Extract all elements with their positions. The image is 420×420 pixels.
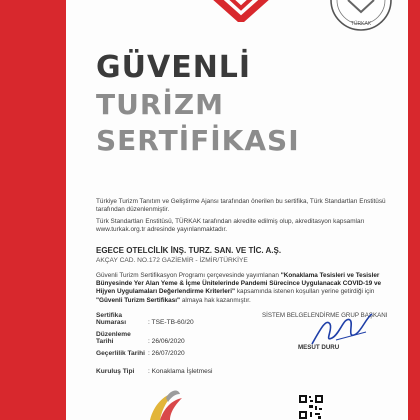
issue-date-row bbox=[96, 331, 185, 345]
seal-text: TÜRKAK bbox=[350, 21, 372, 27]
scope-mid: kapsamında istenen koşulları yerine getirdiği için bbox=[235, 288, 375, 296]
certificate-sheet bbox=[66, 0, 408, 420]
accreditation-paragraph: Türk Standartları Enstitüsü, TÜRKAK tarafından akredite edilmiş olup, akreditasyon kapsamları www.turkak.org.tr adresinde yayınlanmaktadır. bbox=[96, 218, 365, 234]
scope-criteria: "Konaklama Tesisleri ve Tesisler Bünyesinde Yer Alan Yeme & İçme Ünitelerinde Pandemi Sürecince Uygulanacak COVID-19 ve Hijyen Uygulamaları Değerlendirme Kriterleri" bbox=[96, 272, 382, 296]
validity-date-value: : 26/07/2020 bbox=[148, 350, 185, 357]
tourism-logo-icon bbox=[146, 386, 186, 420]
red-border-left bbox=[0, 0, 66, 420]
issue-date-label: Düzenleme Tarihi bbox=[96, 331, 131, 345]
title-line-3: SERTİFİKASI bbox=[96, 124, 300, 157]
red-border-right bbox=[408, 0, 420, 420]
validity-date-row bbox=[96, 350, 185, 357]
scope-intro: Güvenli Turizm Sertifikasyon Programı çerçevesinde yayımlanan bbox=[96, 272, 281, 279]
certificate-number-label: Sertifika Numarası bbox=[96, 312, 127, 326]
organization-type-value: : Konaklama İşletmesi bbox=[148, 368, 213, 375]
issue-date-value: : 26/06/2020 bbox=[148, 338, 185, 345]
organization-type-label: Kuruluş Tipi bbox=[96, 368, 135, 375]
certificate-number-row bbox=[96, 312, 194, 326]
qr-code-icon bbox=[298, 394, 324, 420]
scope-paragraph bbox=[96, 272, 402, 305]
signatory-name: MESUT DURU bbox=[298, 344, 340, 351]
organization-type-row bbox=[96, 368, 213, 375]
title-line-1: GÜVENLİ bbox=[96, 50, 252, 85]
title-line-2: TURİZM bbox=[96, 88, 224, 121]
company-address: AKÇAY CAD. NO.172 GAZİEMİR - İZMİR/TÜRKİYE bbox=[96, 257, 248, 264]
validity-date-label: Geçerlilik Tarihi bbox=[96, 350, 145, 357]
scope-cert-name: "Güvenli Turizm Sertifikası" bbox=[96, 296, 181, 304]
company-name: EGECE OTELCİLİK İNŞ. TURZ. SAN. VE TİC. A.Ş. bbox=[96, 246, 282, 255]
intro-paragraph: Türkiye Turizm Tanıtım ve Geliştirme Ajansı tarafından önerilen bu sertifika, Türk Standartları Enstitüsü tarafından düzenlenmiştir. bbox=[96, 198, 386, 214]
scope-end: almaya hak kazanmıştır. bbox=[180, 296, 251, 304]
certificate-number-value: : TSE-TB-60/20 bbox=[148, 319, 194, 326]
tse-logo-icon bbox=[206, 0, 276, 22]
signatory-role: SİSTEM BELGELENDİRME GRUP BAŞKANI bbox=[262, 312, 388, 319]
turkak-seal-icon bbox=[324, 0, 398, 32]
